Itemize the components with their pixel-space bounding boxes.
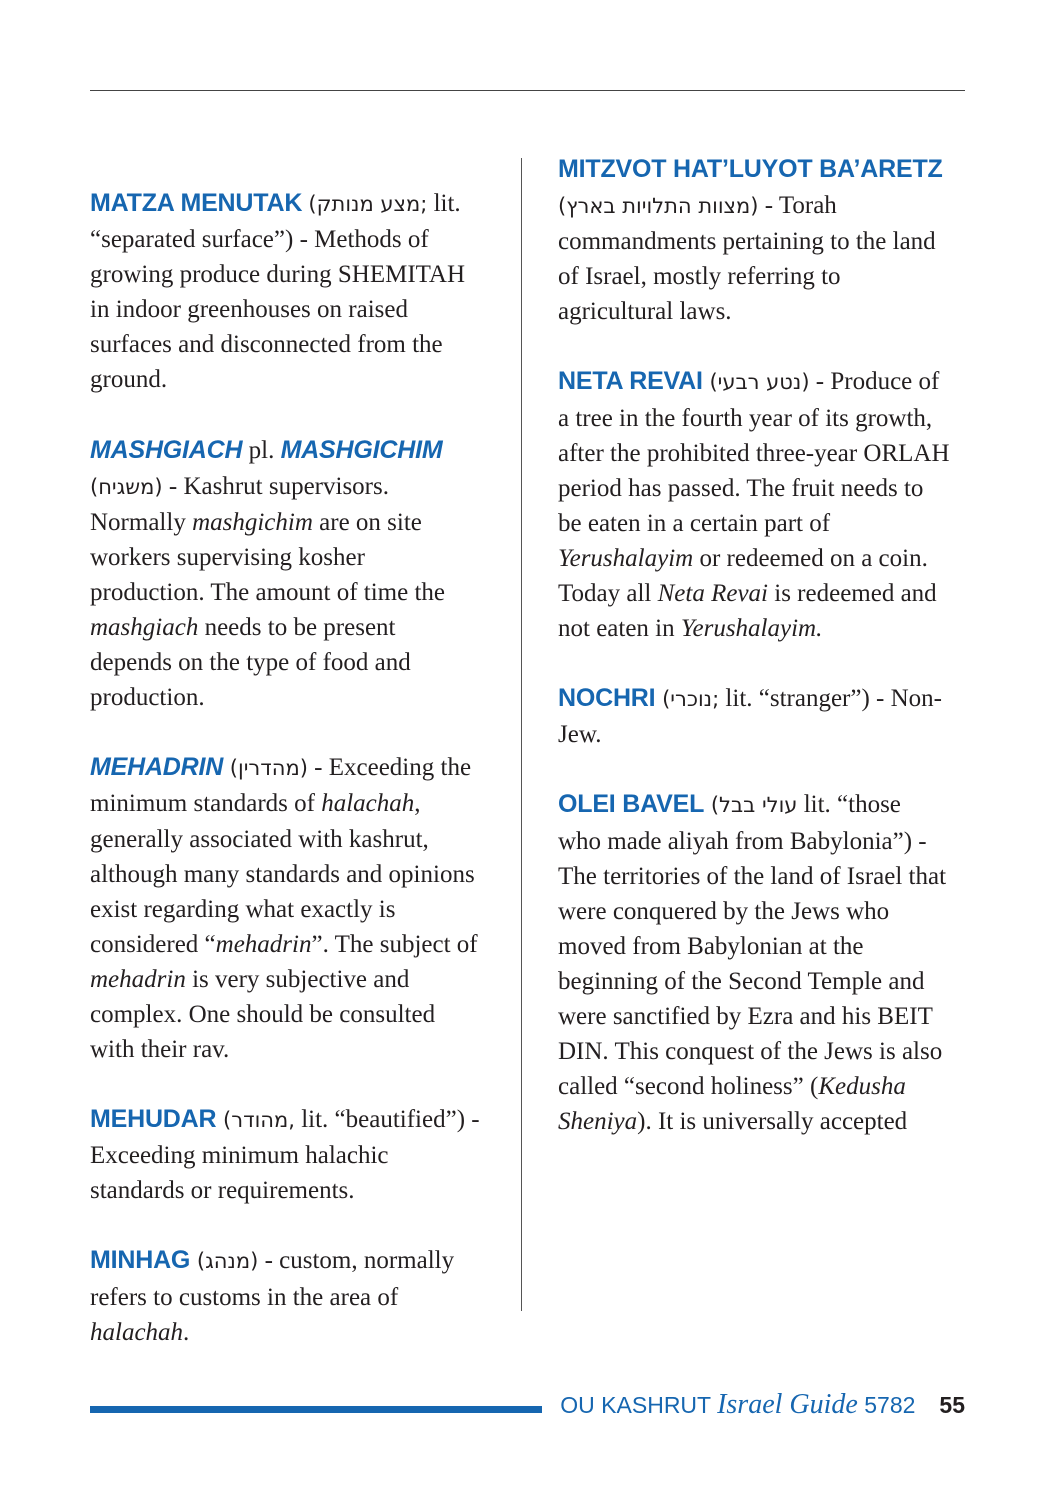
right-column	[558, 152, 950, 1174]
italic-term: halachah	[90, 1318, 184, 1346]
hebrew-term: (מהודר,	[216, 1108, 295, 1133]
definition-text: ”. The subject of	[311, 930, 478, 958]
definition-text: , generally associated with kashrut, although many standards and opinions exist regarding what exactly is considered “	[90, 790, 475, 958]
hebrew-term: (מצוות התלויות בארץ)	[558, 194, 759, 219]
footer-guide-title: Israel Guide	[717, 1389, 858, 1420]
definition-text: - Torah commandments pertaining to the land of Israel, mostly referring to agricultural laws.	[558, 192, 936, 326]
term-heading: NETA REVAI	[558, 367, 703, 396]
term-heading: MINHAG	[90, 1246, 191, 1275]
term-heading: NOCHRI	[558, 684, 656, 713]
italic-term: mashgiach	[90, 614, 199, 642]
italic-term: Yerushalayim	[558, 544, 694, 572]
definition-text: lit. “beautified”) - Exceeding minimum halachic standards or requirements.	[90, 1106, 480, 1205]
italic-term: mehadrin	[215, 930, 312, 958]
page-number: 55	[939, 1392, 965, 1418]
entry-mitzvot-hatluyot-baaretz	[558, 152, 950, 329]
column-divider	[521, 158, 522, 1311]
definition-text: is redeemed and not eaten in	[558, 580, 937, 643]
term-heading: MEHADRIN	[90, 753, 224, 782]
term-heading: MATZA MENUTAK	[90, 189, 303, 217]
hebrew-term: (נוכרי;	[655, 687, 720, 712]
definition-text: are on site workers supervising kosher production. The amount of time the	[90, 508, 446, 606]
entry-matza-menutak	[90, 186, 482, 398]
definition-text: or redeemed on a coin. Today all	[558, 544, 928, 608]
entry-mashgiach	[90, 433, 482, 716]
running-footer	[560, 1389, 965, 1421]
italic-term: Yerushalayim.	[680, 615, 823, 643]
entry-mehadrin	[90, 750, 482, 1067]
definition-text: lit. “those who made aliyah from Babylonia”) - The territories of the land of Israel that were conquered by the Jews who moved from Babylonian at the beginning of the Second Temple and were sanctified by Ezra and his BEIT DIN. This conquest of the Jews is also called “second holiness” (	[558, 791, 947, 1101]
definition-text: needs to be present depends on the type of food and production.	[90, 614, 411, 712]
footer-bar	[90, 1406, 542, 1413]
term-heading: MITZVOT HAT’LUYOT BA’ARETZ	[558, 155, 943, 183]
hebrew-term: (נטע רבעי)	[702, 370, 810, 395]
italic-term: Neta Revai	[657, 580, 768, 608]
definition-text: - Produce of a tree in the fourth year of its growth, after the prohibited three-year ORLAH period has passed. The fruit needs to be eaten in a certain part of	[558, 368, 950, 537]
plural-label: pl.	[242, 436, 281, 464]
hebrew-term: (מצע מנותק;	[308, 192, 428, 216]
hebrew-term: (מהדרין)	[223, 756, 308, 781]
hebrew-term: (מנהג)	[190, 1249, 259, 1274]
top-rule	[90, 90, 965, 91]
definition-text: - custom, normally refers to customs in the area of	[90, 1247, 455, 1311]
entry-neta-revai	[558, 364, 950, 646]
term-plural: MASHGICHIM	[280, 435, 443, 464]
definition-text: is very subjective and complex. One should be consulted with their rav.	[90, 965, 436, 1064]
hebrew-term: (עולי בבל	[704, 793, 798, 818]
entry-olei-bavel	[558, 787, 950, 1139]
italic-term: mehadrin	[90, 965, 186, 993]
entry-mehudar	[90, 1102, 482, 1208]
italic-term: Kedusha Sheniya	[558, 1073, 906, 1136]
left-column	[90, 186, 482, 1346]
entry-nochri	[558, 681, 950, 752]
definition-text: - Kashrut supervisors. Normally	[90, 472, 389, 536]
footer-prefix: OU KASHRUT	[560, 1392, 718, 1418]
hebrew-term: (משגיח)	[90, 474, 163, 499]
definition-text: - Exceeding the minimum standards of	[90, 754, 472, 818]
definition-text: lit. “stranger”) - Non-Jew.	[558, 685, 942, 749]
term-heading: OLEI BAVEL	[558, 790, 705, 819]
term-heading: MASHGIACH	[90, 435, 243, 464]
definition-text: .	[183, 1318, 190, 1346]
term-heading: MEHUDAR	[90, 1105, 217, 1134]
italic-term: mashgichim	[192, 508, 313, 536]
definition-text: ). It is universally accepted	[637, 1108, 908, 1136]
footer-year: 5782	[857, 1392, 916, 1418]
definition-text: lit. “separated surface”) - Methods of growing produce during SHEMITAH in indoor greenhouses on raised surfaces and disconnected from the ground.	[90, 190, 466, 394]
italic-term: halachah	[321, 790, 415, 818]
entry-minhag	[90, 1243, 482, 1346]
